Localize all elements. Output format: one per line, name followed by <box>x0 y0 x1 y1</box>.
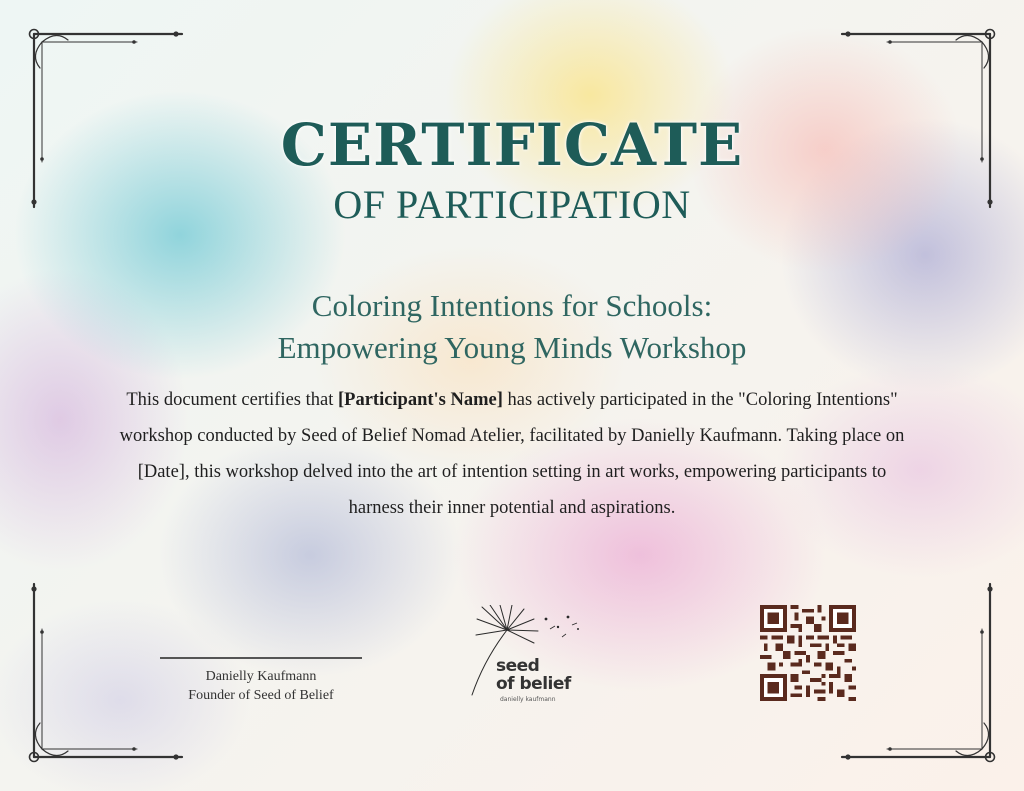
logo-text-of-belief: of belief <box>496 674 571 694</box>
corner-ornament-bottom-right-icon <box>837 579 1002 769</box>
participant-name: [Participant's Name] <box>337 390 503 410</box>
workshop-title-line-2: Empowering Young Minds Workshop <box>277 330 747 365</box>
logo-text-seed: seed <box>496 656 540 676</box>
workshop-title <box>0 285 1024 369</box>
signatory-name: Danielly Kaufmann <box>205 669 317 684</box>
logo-tagline: danielly kaufmann <box>500 696 556 703</box>
signature-block <box>160 657 362 705</box>
signature-line <box>160 657 362 659</box>
statement-intro: This document certifies that <box>126 390 338 410</box>
workshop-title-line-1: Coloring Intentions for Schools: <box>311 288 713 323</box>
certification-statement <box>108 382 916 526</box>
qr-code-icon <box>760 605 856 701</box>
signatory-title: Founder of Seed of Belief <box>188 688 334 703</box>
certificate-subtitle: OF PARTICIPATION <box>333 182 691 227</box>
seed-of-belief-logo <box>462 605 592 705</box>
certificate-title: CERTIFICATE <box>280 111 744 179</box>
statement-details: has actively participated in the "Coloring Intentions" workshop conducted by Seed of Belief Nomad Atelier, facilitated by Danielly Kaufmann. Taking place on [Date], this workshop delved into the art of intention setting in art works, empowering participants to harness their inner potential and aspirations. <box>119 390 905 518</box>
